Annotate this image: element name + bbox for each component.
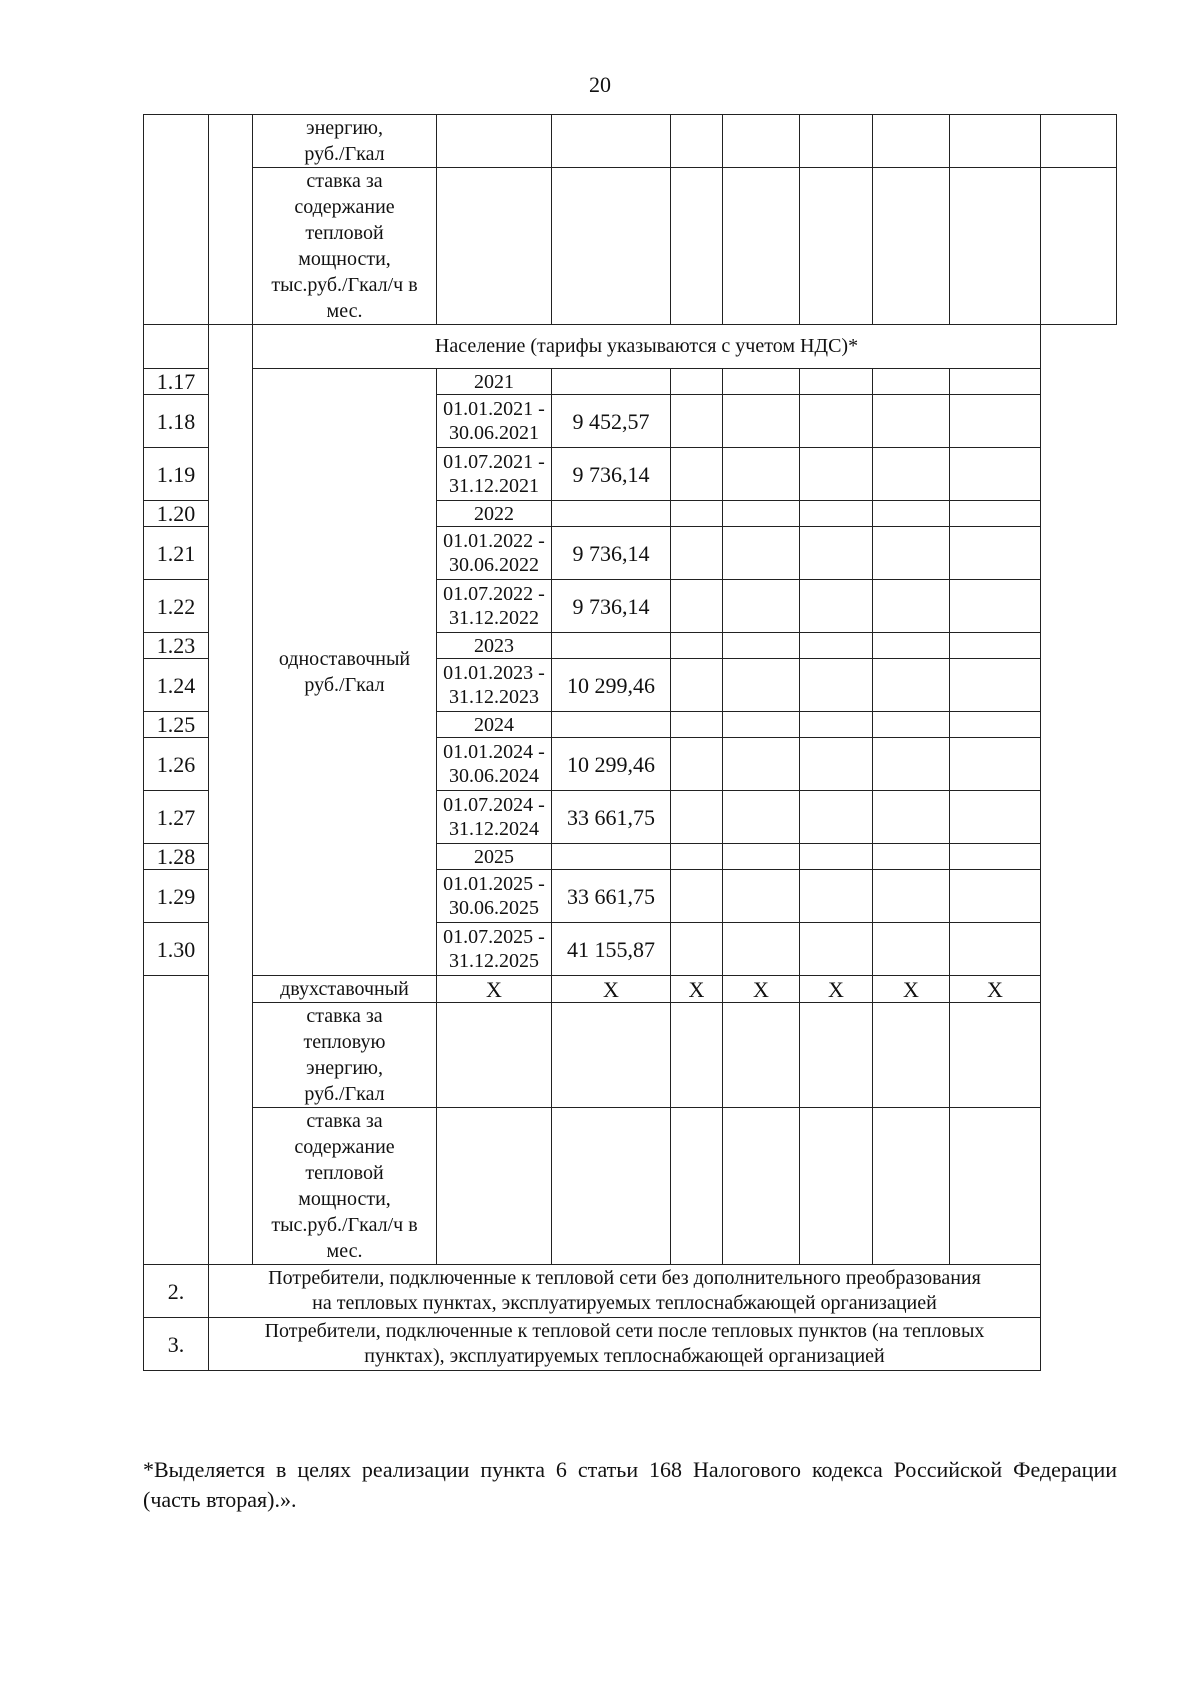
- period-cell: 01.01.2025 - 30.06.2025: [437, 870, 552, 923]
- tariff-value: 10 299,46: [552, 659, 671, 712]
- empty-cell: [723, 633, 800, 659]
- num-cell-empty: [144, 976, 209, 1265]
- empty-cell: [437, 115, 552, 168]
- x-mark: X: [873, 976, 950, 1003]
- empty-cell: [723, 369, 800, 395]
- row-number: 1.19: [144, 448, 209, 501]
- empty-cell: [950, 395, 1041, 448]
- empty-cell: [950, 369, 1041, 395]
- row-number: 1.20: [144, 501, 209, 527]
- empty-cell: [723, 448, 800, 501]
- row-number: 1.23: [144, 633, 209, 659]
- empty-cell: [950, 712, 1041, 738]
- empty-cell: [671, 395, 723, 448]
- empty-cell: [723, 791, 800, 844]
- x-mark: X: [800, 976, 873, 1003]
- empty-cell: [800, 115, 873, 168]
- x-mark: X: [723, 976, 800, 1003]
- empty-cell: [873, 659, 950, 712]
- empty-cell: [671, 712, 723, 738]
- empty-cell: [723, 870, 800, 923]
- empty-cell: [437, 1003, 552, 1108]
- empty-cell: [437, 168, 552, 325]
- side-cell: [209, 580, 253, 633]
- empty-cell: [1041, 168, 1117, 325]
- empty-cell: [671, 369, 723, 395]
- tariff-value: 10 299,46: [552, 738, 671, 791]
- empty-cell: [873, 369, 950, 395]
- section-number: 2.: [144, 1265, 209, 1318]
- period-cell: 2024: [437, 712, 552, 738]
- tariff-value: 9 736,14: [552, 448, 671, 501]
- table-row: [144, 369, 1117, 395]
- x-mark: X: [437, 976, 552, 1003]
- empty-cell: [723, 1003, 800, 1108]
- period-cell: 01.07.2025 - 31.12.2025: [437, 923, 552, 976]
- empty-cell: [950, 501, 1041, 527]
- empty-cell: [800, 369, 873, 395]
- empty-cell: [723, 659, 800, 712]
- empty-cell: [950, 738, 1041, 791]
- empty-cell: [552, 1003, 671, 1108]
- empty-cell: [723, 501, 800, 527]
- empty-cell: [723, 1108, 800, 1265]
- period-cell: 01.07.2024 - 31.12.2024: [437, 791, 552, 844]
- empty-cell: [950, 659, 1041, 712]
- page-number: 20: [589, 72, 611, 97]
- empty-cell: [873, 115, 950, 168]
- empty-cell: [800, 791, 873, 844]
- empty-cell: [873, 633, 950, 659]
- empty-cell: [723, 923, 800, 976]
- table-row: [144, 1265, 1117, 1318]
- empty-cell: [950, 1003, 1041, 1108]
- row-number: 1.25: [144, 712, 209, 738]
- empty-cell: [723, 580, 800, 633]
- num-cell-empty: [144, 325, 209, 369]
- empty-cell: [950, 527, 1041, 580]
- empty-cell: [800, 738, 873, 791]
- table-row: [144, 1318, 1117, 1371]
- empty-cell: [723, 712, 800, 738]
- empty-cell: [800, 501, 873, 527]
- tariff-value: 9 736,14: [552, 580, 671, 633]
- side-cell: [209, 325, 253, 369]
- empty-cell: [873, 738, 950, 791]
- empty-cell: [552, 168, 671, 325]
- empty-cell: [671, 1003, 723, 1108]
- period-cell: 01.01.2021 - 30.06.2021: [437, 395, 552, 448]
- single-rate-label: одноставочный руб./Гкал: [253, 369, 437, 976]
- empty-cell: [873, 923, 950, 976]
- period-cell: 2025: [437, 844, 552, 870]
- empty-cell: [950, 923, 1041, 976]
- empty-cell: [671, 501, 723, 527]
- tariff-value: [552, 844, 671, 870]
- population-header: Население (тарифы указываются с учетом НДС)*: [253, 325, 1041, 369]
- side-cell: [209, 448, 253, 501]
- empty-cell: [873, 395, 950, 448]
- empty-cell: [671, 633, 723, 659]
- empty-cell: [950, 448, 1041, 501]
- period-cell: 2021: [437, 369, 552, 395]
- row-number: 1.27: [144, 791, 209, 844]
- side-cell: [209, 976, 253, 1265]
- two-rate-label: двухставочный: [253, 976, 437, 1003]
- section-text: Потребители, подключенные к тепловой сети после тепловых пунктов (на тепловых пунктах), эксплуатируемых теплоснабжающей организацией: [209, 1318, 1041, 1371]
- empty-cell: [723, 844, 800, 870]
- empty-cell: [671, 844, 723, 870]
- period-cell: 01.01.2022 - 30.06.2022: [437, 527, 552, 580]
- row-number: 1.30: [144, 923, 209, 976]
- empty-cell: [800, 844, 873, 870]
- empty-cell: [873, 527, 950, 580]
- empty-cell: [800, 168, 873, 325]
- period-cell: 01.01.2024 - 30.06.2024: [437, 738, 552, 791]
- period-cell: 01.07.2021 - 31.12.2021: [437, 448, 552, 501]
- energy-rate-label: энергию, руб./Гкал: [253, 115, 437, 168]
- x-mark: X: [671, 976, 723, 1003]
- empty-cell: [671, 580, 723, 633]
- side-cell: [209, 870, 253, 923]
- side-cell: [209, 791, 253, 844]
- empty-cell: [950, 844, 1041, 870]
- row-number: 1.18: [144, 395, 209, 448]
- empty-cell: [552, 1108, 671, 1265]
- empty-cell: [671, 923, 723, 976]
- tariff-value: 9 736,14: [552, 527, 671, 580]
- row-number: 1.28: [144, 844, 209, 870]
- empty-cell: [950, 168, 1041, 325]
- empty-cell: [800, 633, 873, 659]
- empty-cell: [671, 791, 723, 844]
- side-cell: [209, 633, 253, 659]
- tariff-value: 9 452,57: [552, 395, 671, 448]
- period-cell: 2023: [437, 633, 552, 659]
- empty-cell: [800, 1108, 873, 1265]
- side-cell: [209, 738, 253, 791]
- empty-cell: [800, 659, 873, 712]
- empty-cell: [950, 791, 1041, 844]
- side-cell: [209, 369, 253, 395]
- side-cell: [209, 527, 253, 580]
- empty-cell: [723, 738, 800, 791]
- capacity-rate-label: ставка за содержание тепловой мощности, тыс.руб./Гкал/ч в мес.: [253, 168, 437, 325]
- empty-cell: [552, 115, 671, 168]
- energy-rate-full-label: ставка за тепловую энергию, руб./Гкал: [253, 1003, 437, 1108]
- empty-cell: [873, 870, 950, 923]
- empty-cell: [671, 1108, 723, 1265]
- empty-cell: [873, 712, 950, 738]
- period-cell: 01.01.2023 - 31.12.2023: [437, 659, 552, 712]
- section-text: Потребители, подключенные к тепловой сети без дополнительного преобразования на тепловых пунктах, эксплуатируемых теплоснабжающей организацией: [209, 1265, 1041, 1318]
- empty-cell: [873, 1108, 950, 1265]
- row-number: 1.17: [144, 369, 209, 395]
- capacity-rate-full-label: ставка за содержание тепловой мощности, тыс.руб./Гкал/ч в мес.: [253, 1108, 437, 1265]
- empty-cell: [873, 448, 950, 501]
- table-row: [144, 1003, 1117, 1108]
- empty-cell: [723, 395, 800, 448]
- section-number: 3.: [144, 1318, 209, 1371]
- empty-cell: [950, 633, 1041, 659]
- side-cell: [209, 923, 253, 976]
- empty-cell: [950, 580, 1041, 633]
- empty-cell: [800, 870, 873, 923]
- side-cell: [209, 659, 253, 712]
- empty-cell: [671, 115, 723, 168]
- tariff-value: 41 155,87: [552, 923, 671, 976]
- empty-cell: [950, 870, 1041, 923]
- row-number: 1.21: [144, 527, 209, 580]
- empty-cell: [950, 115, 1041, 168]
- tariff-value: [552, 501, 671, 527]
- num-cell-empty: [144, 115, 209, 325]
- empty-cell: [873, 844, 950, 870]
- empty-cell: [671, 448, 723, 501]
- tariff-value: [552, 712, 671, 738]
- table-row: [144, 1108, 1117, 1265]
- empty-cell: [723, 115, 800, 168]
- side-cell: [209, 712, 253, 738]
- tariff-value: 33 661,75: [552, 791, 671, 844]
- empty-cell: [873, 168, 950, 325]
- tariff-value: [552, 369, 671, 395]
- empty-cell: [950, 1108, 1041, 1265]
- empty-cell: [723, 527, 800, 580]
- row-number: 1.22: [144, 580, 209, 633]
- period-cell: 2022: [437, 501, 552, 527]
- empty-cell: [800, 395, 873, 448]
- empty-cell: [1041, 115, 1117, 168]
- x-mark: X: [950, 976, 1041, 1003]
- empty-cell: [873, 791, 950, 844]
- side-cell: [209, 395, 253, 448]
- period-cell: 01.07.2022 - 31.12.2022: [437, 580, 552, 633]
- table-row: [144, 976, 1117, 1003]
- empty-cell: [873, 501, 950, 527]
- empty-cell: [800, 448, 873, 501]
- empty-cell: [671, 527, 723, 580]
- row-number: 1.29: [144, 870, 209, 923]
- tariff-table: [143, 114, 1117, 1371]
- empty-cell: [723, 168, 800, 325]
- x-mark: X: [552, 976, 671, 1003]
- empty-cell: [800, 580, 873, 633]
- empty-cell: [800, 527, 873, 580]
- side-cell: [209, 501, 253, 527]
- empty-cell: [671, 870, 723, 923]
- empty-cell: [437, 1108, 552, 1265]
- tariff-value: [552, 633, 671, 659]
- empty-cell: [800, 923, 873, 976]
- side-cell: [209, 115, 253, 325]
- side-cell: [209, 844, 253, 870]
- empty-cell: [873, 580, 950, 633]
- row-number: 1.26: [144, 738, 209, 791]
- tariff-value: 33 661,75: [552, 870, 671, 923]
- empty-cell: [671, 659, 723, 712]
- empty-cell: [671, 168, 723, 325]
- empty-cell: [671, 738, 723, 791]
- row-number: 1.24: [144, 659, 209, 712]
- empty-cell: [800, 1003, 873, 1108]
- empty-cell: [873, 1003, 950, 1108]
- footnote: *Выделяется в целях реализации пункта 6 статьи 168 Налогового кодекса Российской Федерации (часть вторая).».: [143, 1457, 1117, 1512]
- empty-cell: [800, 712, 873, 738]
